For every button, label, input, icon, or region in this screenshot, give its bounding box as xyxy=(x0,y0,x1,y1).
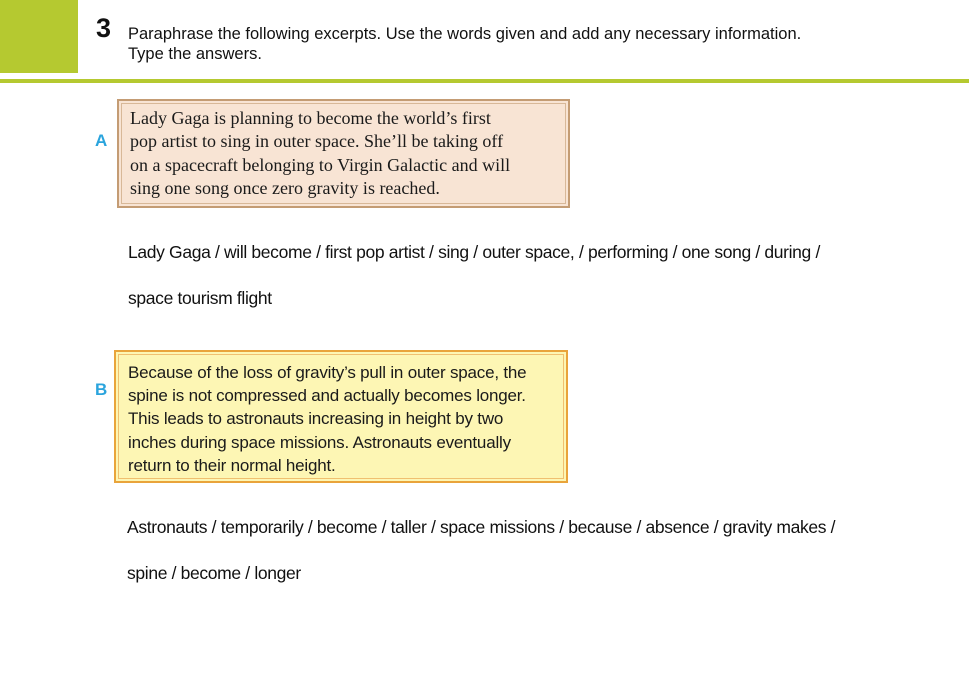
excerpt-line: Because of the loss of gravity’s pull in outer space, the xyxy=(128,363,527,382)
item-b-word-prompt xyxy=(127,493,887,608)
excerpt-line: Lady Gaga is planning to become the world’s first xyxy=(130,108,491,128)
prompt-line: Astronauts / temporarily / become / taller / space missions / because / absence / gravity makes / xyxy=(127,517,836,537)
item-a-letter: A xyxy=(95,131,108,150)
excerpt-line: This leads to astronauts increasing in height by two xyxy=(128,409,504,429)
prompt-line: Lady Gaga / will become / first pop artist / sing / outer space, / performing / one song / during / xyxy=(128,242,820,262)
exercise-number: 3 xyxy=(96,13,112,43)
excerpt-line: return to their normal height. xyxy=(128,455,336,475)
excerpt-line: sing one song once zero gravity is reached. xyxy=(130,177,440,198)
item-a-excerpt-box xyxy=(117,99,570,208)
instructions-line: Type the answers. xyxy=(128,45,262,63)
instructions-line: Paraphrase the following excerpts. Use the words given and add any necessary information. xyxy=(128,25,802,43)
prompt-line: spine / become / longer xyxy=(127,563,301,583)
excerpt-line: spine is not compressed and actually becomes longer. xyxy=(128,386,526,406)
item-b-letter: B xyxy=(95,380,108,399)
item-a-word-prompt xyxy=(128,218,868,333)
excerpt-line: inches during space missions. Astronauts eventually xyxy=(128,432,511,452)
item-b-excerpt-box xyxy=(114,350,568,483)
excerpt-line: on a spacecraft belonging to Virgin Galactic and will xyxy=(130,154,511,175)
exercise-instructions xyxy=(128,24,908,64)
excerpt-line: pop artist to sing in outer space. She’ll be taking off xyxy=(130,131,504,152)
header-accent-block xyxy=(0,0,78,73)
prompt-line: space tourism flight xyxy=(128,288,272,308)
header-divider xyxy=(0,79,969,83)
